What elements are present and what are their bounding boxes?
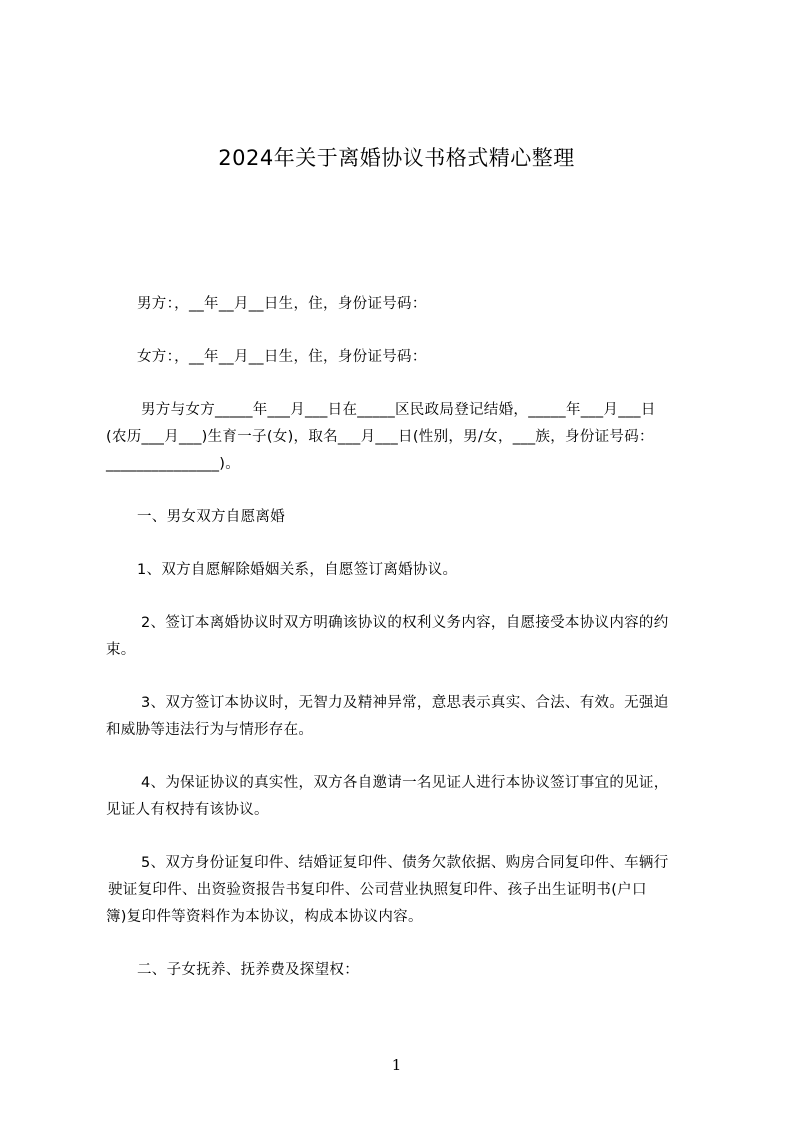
clause-3-line-1: 3、双方签订本协议时，无智力及精神异常，意思表示真实、合法、有效。无强迫 (141, 695, 669, 711)
section-heading-1: 一、男女双方自愿离婚 (137, 509, 285, 525)
clause-2-line-1: 2、签订本离婚协议时双方明确该协议的权利义务内容，自愿接受本协议内容的约 (141, 615, 669, 631)
paragraph-wife-info: 女方：，__年__月__日生，住，身份证号码： (137, 349, 427, 365)
clause-3-line-2: 和威胁等违法行为与情形存在。 (106, 722, 314, 738)
paragraph-marriage-line-1: 男方与女方_____年___月___日在_____区民政局登记结婚，_____年___月___日 (141, 402, 656, 418)
clause-5-line-3: 簿)复印件等资料作为本协议，构成本协议内容。 (106, 909, 423, 925)
page-number: 1 (391, 1056, 402, 1074)
clause-4-line-2: 见证人有权持有该协议。 (106, 802, 269, 818)
clause-5-line-1: 5、双方身份证复印件、结婚证复印件、债务欠款依据、购房合同复印件、车辆行 (141, 855, 669, 871)
paragraph-husband-info: 男方：，__年__月__日生，住，身份证号码： (137, 296, 427, 312)
clause-4-line-1: 4、为保证协议的真实性，双方各自邀请一名见证人进行本协议签订事宜的见证， (141, 775, 669, 791)
page-title: 2024年关于离婚协议书格式精心整理 (218, 146, 575, 170)
paragraph-marriage-line-3: _______________)。 (106, 456, 241, 472)
clause-2-line-2: 束。 (106, 642, 136, 658)
clause-1: 1、双方自愿解除婚姻关系，自愿签订离婚协议。 (137, 562, 458, 578)
paragraph-marriage-line-2: (农历___月___)生育一子(女)，取名___月___日(性别，男/女，___族，身份证号码： (106, 429, 654, 445)
section-heading-2: 二、子女抚养、抚养费及探望权： (137, 962, 359, 978)
clause-5-line-2: 驶证复印件、出资验资报告书复印件、公司营业执照复印件、孩子出生证明书(户口 (108, 882, 647, 898)
